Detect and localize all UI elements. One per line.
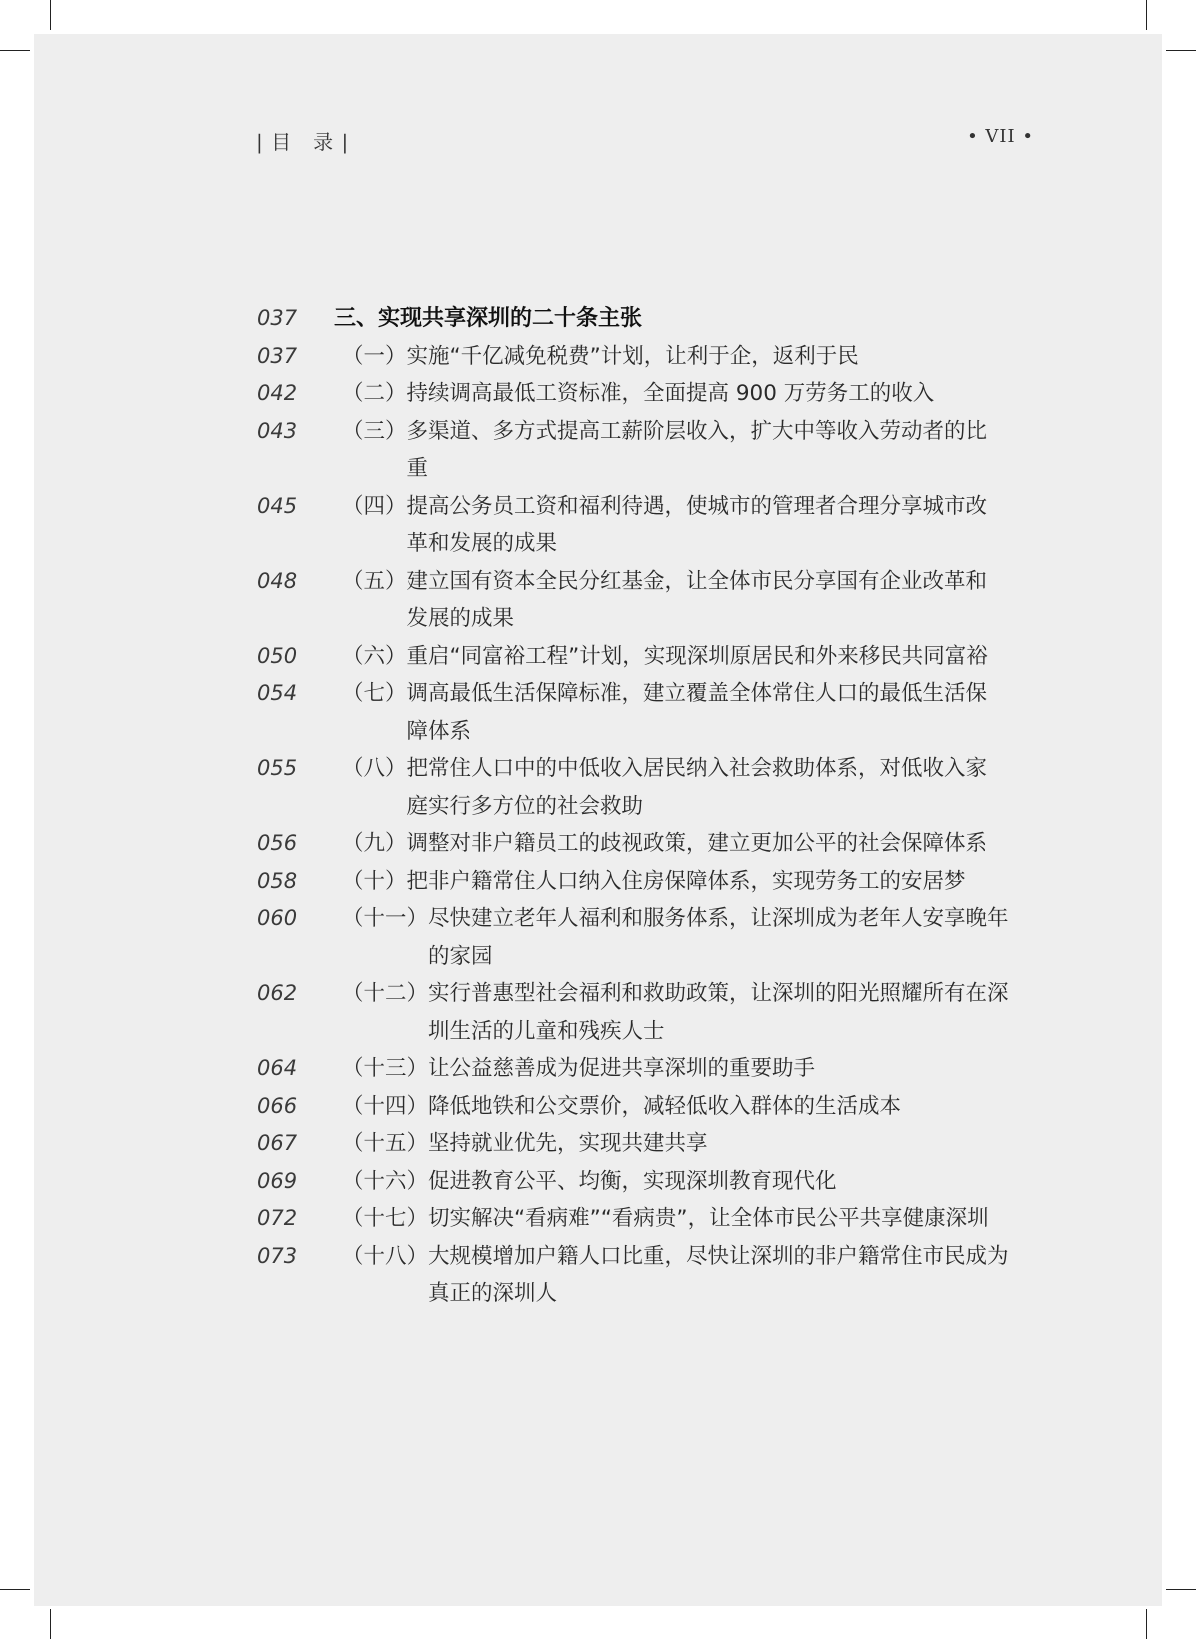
- toc-entry-title: 建立国有资本全民分红基金，让全体市民分享国有企业改革和发展的成果: [406, 568, 988, 631]
- toc-entry-title: 持续调高最低工资标准，全面提高 900 万劳务工的收入: [406, 381, 935, 406]
- toc-entry-number: （七）: [342, 681, 407, 706]
- toc-entry[interactable]: [0, 1163, 1196, 1201]
- toc-entry[interactable]: [0, 413, 1196, 488]
- toc-entry-number: （十七）: [342, 1206, 429, 1231]
- crop-mark: [1146, 0, 1147, 30]
- toc-entry-number: （十一）: [342, 906, 429, 931]
- toc-entry-title: 实施“千亿减免税费”计划，让利于企，返利于民: [406, 343, 859, 369]
- toc-entry[interactable]: [0, 975, 1196, 1050]
- toc-entry-title: 让公益慈善成为促进共享深圳的重要助手: [428, 1056, 816, 1081]
- toc-entry-title: 坚持就业优先，实现共建共享: [428, 1131, 708, 1156]
- toc-entry-number: （九）: [342, 831, 407, 856]
- toc-page-number: 055: [257, 756, 298, 780]
- toc-entry[interactable]: [0, 1200, 1196, 1238]
- toc-entry[interactable]: [0, 675, 1196, 750]
- toc-page-number: 066: [257, 1093, 298, 1118]
- toc-section-entry[interactable]: [0, 300, 1196, 338]
- toc-entry-number: （一）: [342, 343, 407, 369]
- toc-page-number: 037: [257, 343, 298, 368]
- toc-entry-title: 把非户籍常住人口纳入住房保障体系，实现劳务工的安居梦: [406, 868, 966, 894]
- toc-entry-number: （四）: [342, 493, 407, 519]
- toc-entry-number: （二）: [342, 381, 407, 406]
- crop-mark: [50, 0, 51, 30]
- running-head: | 目 录 |: [256, 130, 350, 154]
- toc-entry-number: （五）: [342, 568, 407, 594]
- toc-entry-number: （十五）: [342, 1131, 429, 1156]
- page-folio: • VII •: [967, 126, 1034, 147]
- toc-entry[interactable]: [0, 1050, 1196, 1088]
- crop-mark: [50, 1609, 51, 1639]
- toc-entry[interactable]: [0, 1238, 1196, 1313]
- toc-entry-number: （十三）: [342, 1056, 429, 1081]
- toc-page-number: 069: [257, 1168, 298, 1193]
- toc-entries: [0, 338, 1196, 1313]
- toc-entry-number: （三）: [342, 418, 407, 444]
- toc-page-number: 062: [257, 981, 298, 1005]
- toc-page-number: 072: [257, 1206, 298, 1230]
- toc-page-number: 067: [257, 1131, 298, 1155]
- toc-entry-title: 调整对非户籍员工的歧视政策，建立更加公平的社会保障体系: [406, 831, 988, 856]
- toc-entry-title: 切实解决“看病难”“看病贵”，让全体市民公平共享健康深圳: [428, 1206, 989, 1231]
- toc-entry-title: 把常住人口中的中低收入居民纳入社会救助体系，对低收入家庭实行多方位的社会救助: [406, 756, 988, 819]
- toc-entry-number: （十六）: [342, 1168, 429, 1194]
- crop-mark: [0, 1589, 30, 1590]
- toc-entry[interactable]: [0, 900, 1196, 975]
- crop-mark: [1166, 1589, 1196, 1590]
- toc-page-number: 054: [257, 681, 298, 705]
- toc-entry-title: 促进教育公平、均衡，实现深圳教育现代化: [428, 1168, 837, 1194]
- toc-entry-number: （八）: [342, 756, 407, 781]
- toc-entry[interactable]: [0, 375, 1196, 413]
- toc-entry[interactable]: [0, 563, 1196, 638]
- toc-page-number: 037: [257, 306, 298, 330]
- toc-page-number: 045: [257, 493, 298, 518]
- toc-entry[interactable]: [0, 1088, 1196, 1126]
- toc-entry[interactable]: [0, 488, 1196, 563]
- toc-entry[interactable]: [0, 863, 1196, 901]
- toc-entry-title: 大规模增加户籍人口比重，尽快让深圳的非户籍常住市民成为真正的深圳人: [428, 1243, 1009, 1306]
- toc-page-number: 073: [257, 1243, 298, 1268]
- crop-mark: [0, 50, 30, 51]
- crop-mark: [1146, 1609, 1147, 1639]
- toc-page-number: 058: [257, 868, 298, 893]
- toc-page-number: 050: [257, 643, 298, 668]
- toc-page-number: 056: [257, 831, 298, 855]
- toc-page-number: 043: [257, 418, 298, 443]
- toc-entry-title: 重启“同富裕工程”计划，实现深圳原居民和外来移民共同富裕: [406, 643, 988, 669]
- toc-entry[interactable]: [0, 338, 1196, 376]
- toc-entry-number: （十二）: [342, 981, 429, 1006]
- toc-entry-number: （六）: [342, 643, 407, 669]
- toc-entry-title: 降低地铁和公交票价，减轻低收入群体的生活成本: [428, 1093, 902, 1119]
- table-of-contents: [0, 300, 1196, 1313]
- toc-page-number: 048: [257, 568, 298, 593]
- toc-entry[interactable]: [0, 638, 1196, 676]
- toc-section-title: 三、实现共享深圳的二十条主张: [334, 306, 643, 331]
- toc-page-number: 064: [257, 1056, 298, 1080]
- toc-entry[interactable]: [0, 1125, 1196, 1163]
- toc-entry-title: 多渠道、多方式提高工薪阶层收入，扩大中等收入劳动者的比重: [406, 418, 988, 481]
- toc-page-number: 060: [257, 906, 298, 930]
- toc-entry-number: （十）: [342, 868, 407, 894]
- crop-mark: [1166, 50, 1196, 51]
- toc-entry-number: （十四）: [342, 1093, 429, 1119]
- toc-entry[interactable]: [0, 825, 1196, 863]
- toc-entry[interactable]: [0, 750, 1196, 825]
- toc-page-number: 042: [257, 381, 298, 405]
- toc-entry-number: （十八）: [342, 1243, 429, 1269]
- toc-entry-title: 调高最低生活保障标准，建立覆盖全体常住人口的最低生活保障体系: [406, 681, 988, 744]
- toc-entry-title: 尽快建立老年人福利和服务体系，让深圳成为老年人安享晚年的家园: [428, 906, 1009, 969]
- toc-entry-title: 实行普惠型社会福利和救助政策，让深圳的阳光照耀所有在深圳生活的儿童和残疾人士: [428, 981, 1009, 1044]
- toc-entry-title: 提高公务员工资和福利待遇，使城市的管理者合理分享城市改革和发展的成果: [406, 493, 988, 556]
